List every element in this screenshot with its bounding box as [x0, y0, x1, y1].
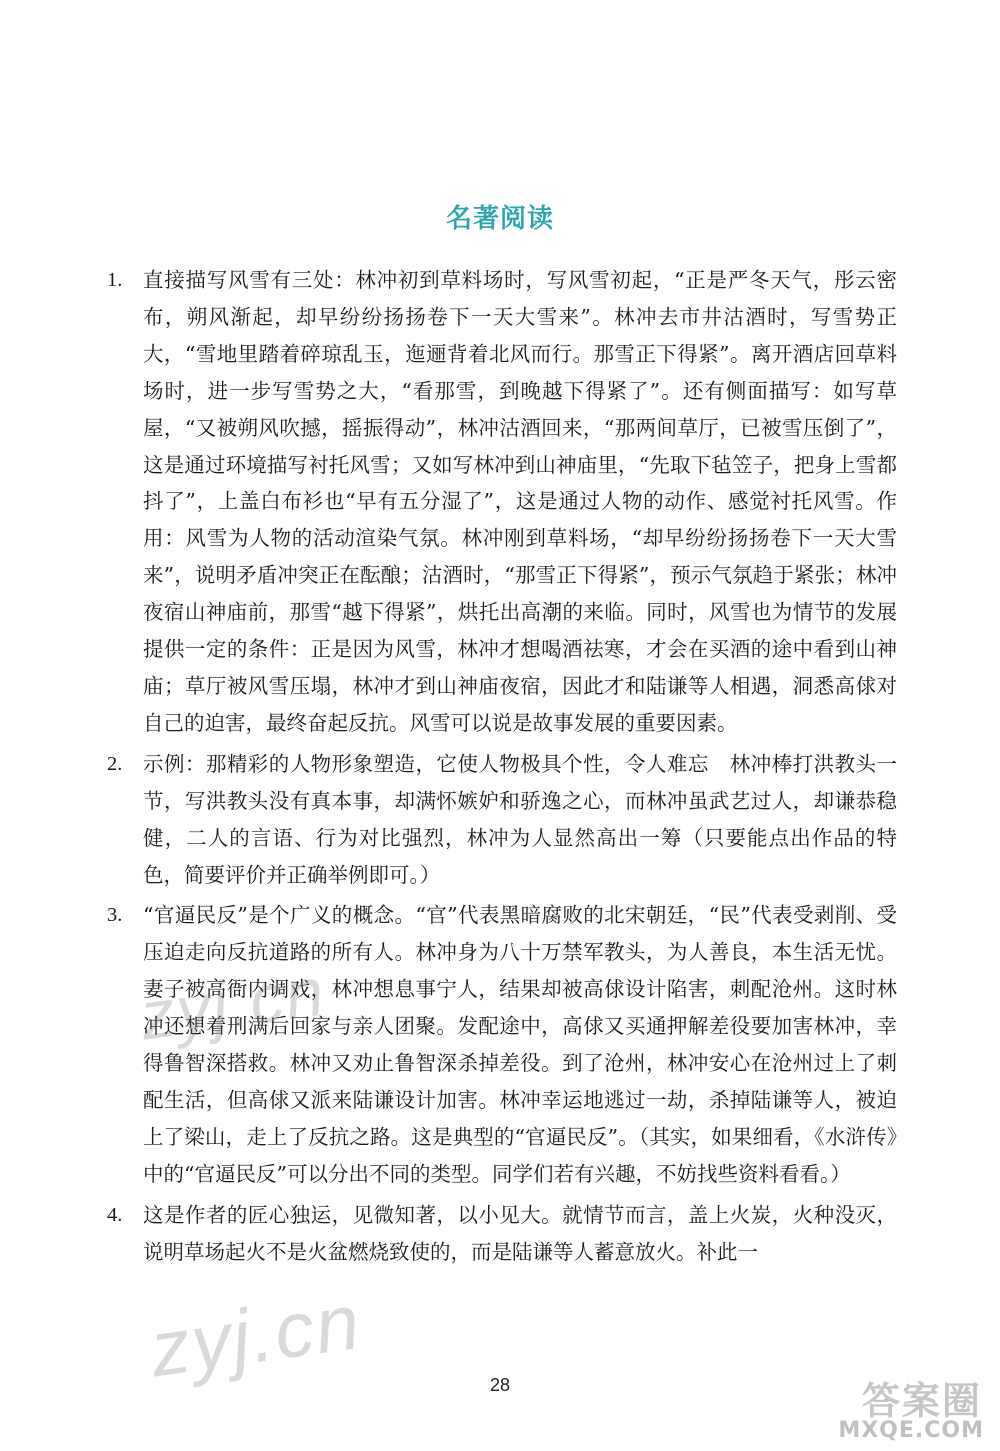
page-title: 名著阅读	[445, 204, 554, 234]
answer-number: 2.	[107, 752, 123, 775]
answer-list	[107, 262, 897, 1274]
watermark-bottom: zyj.cn	[144, 1276, 367, 1394]
answer-number: 3.	[107, 904, 123, 927]
answer-text: 这是作者的匠心独运，见微知著，以小见大。就情节而言，盖上火炭，火种没灭，说明草场起火不是火盆燃烧致使的，而是陆谦等人蓄意放火。补此一	[143, 1202, 897, 1264]
answer-number: 4.	[107, 1203, 123, 1226]
corner-logo-mark: 答案圈	[861, 1379, 982, 1423]
answer-item-3	[107, 897, 897, 1192]
answer-text: 直接描写风雪有三处：林冲初到草料场时，写风雪初起，“正是严冬天气，彤云密布，朔风渐起，却早纷纷扬扬卷下一天大雪来”。林冲去市井沽酒时，写雪势正大，“雪地里踏着碎琼乱玉，迤逦背着北风而行。那雪正下得紧”。离开酒店回草料场时，进一步写雪势之大，“看那雪，到晚越下得紧了”。还有侧面描写：如写草屋，“又被朔风吹撼，摇振得动”，林冲沽酒回来，“那两间草厅，已被雪压倒了”，这是通过环境描写衬托风雪；又如写林冲到山神庙里，“先取下毡笠子，把身上雪都抖了”，上盖白布衫也“早有五分湿了”，这是通过人物的动作、感觉衬托风雪。作用：风雪为人物的活动渲染气氛。林冲刚到草料场，“却早纷纷扬扬卷下一天大雪来”，说明矛盾冲突正在酝酿；沽酒时，“那雪正下得紧”，预示气氛趋于紧张；林冲夜宿山神庙前，那雪“越下得紧”，烘托出高潮的来临。同时，风雪也为情节的发展提供一定的条件：正是因为风雪，林冲才想喝酒祛寒，才会在买酒的途中看到山神庙；草厅被风雪压塌，林冲才到山神庙夜宿，因此才和陆谦等人相遇，洞悉高俅对自己的迫害，最终奋起反抗。风雪可以说是故事发展的重要因素。	[143, 268, 897, 735]
answer-item-4	[107, 1197, 897, 1271]
answer-number: 1.	[107, 269, 123, 291]
answer-text: “官逼民反”是个广义的概念。“官”代表黑暗腐败的北宋朝廷，“民”代表受剥削、受压迫走向反抗道路的所有人。林冲身为八十万禁军教头，为人善良，本生活无忧。妻子被高衙内调戏，林冲想息事宁人，结果却被高俅设计陷害，刺配沧州。这时林冲还想着刑满后回家与亲人团聚。发配途中，高俅又买通押解差役要加害林冲，幸得鲁智深搭救。林冲又劝止鲁智深杀掉差役。到了沧州，林冲安心在沧州过上了刺配生活，但高俅又派来陆谦设计加害。林冲幸运地逃过一劫，杀掉陆谦等人，被迫上了梁山，走上了反抗之路。这是典型的“官逼民反”。（其实，如果细看，《水浒传》中的“官逼民反”可以分出不同的类型。同学们若有兴趣，不妨找些资料看看。）	[143, 903, 897, 1186]
page-number: 28	[489, 1375, 511, 1395]
corner-logo	[838, 1370, 988, 1445]
corner-logo-site: MXQE.COM	[838, 1418, 984, 1443]
answer-item-1	[107, 262, 897, 742]
watermark-mid: zyj.cn	[135, 953, 331, 1055]
answer-item-2	[107, 746, 897, 894]
answer-text: 示例：那精彩的人物形象塑造，它使人物极具个性，令人难忘 林冲棒打洪教头一节，写洪教头没有真本事，却满怀嫉妒和骄逸之心，而林冲虽武艺过人，却谦恭稳健，二人的言语、行为对比强烈，林冲为人显然高出一筹（只要能点出作品的特色，简要评价并正确举例即可。）	[143, 751, 897, 887]
